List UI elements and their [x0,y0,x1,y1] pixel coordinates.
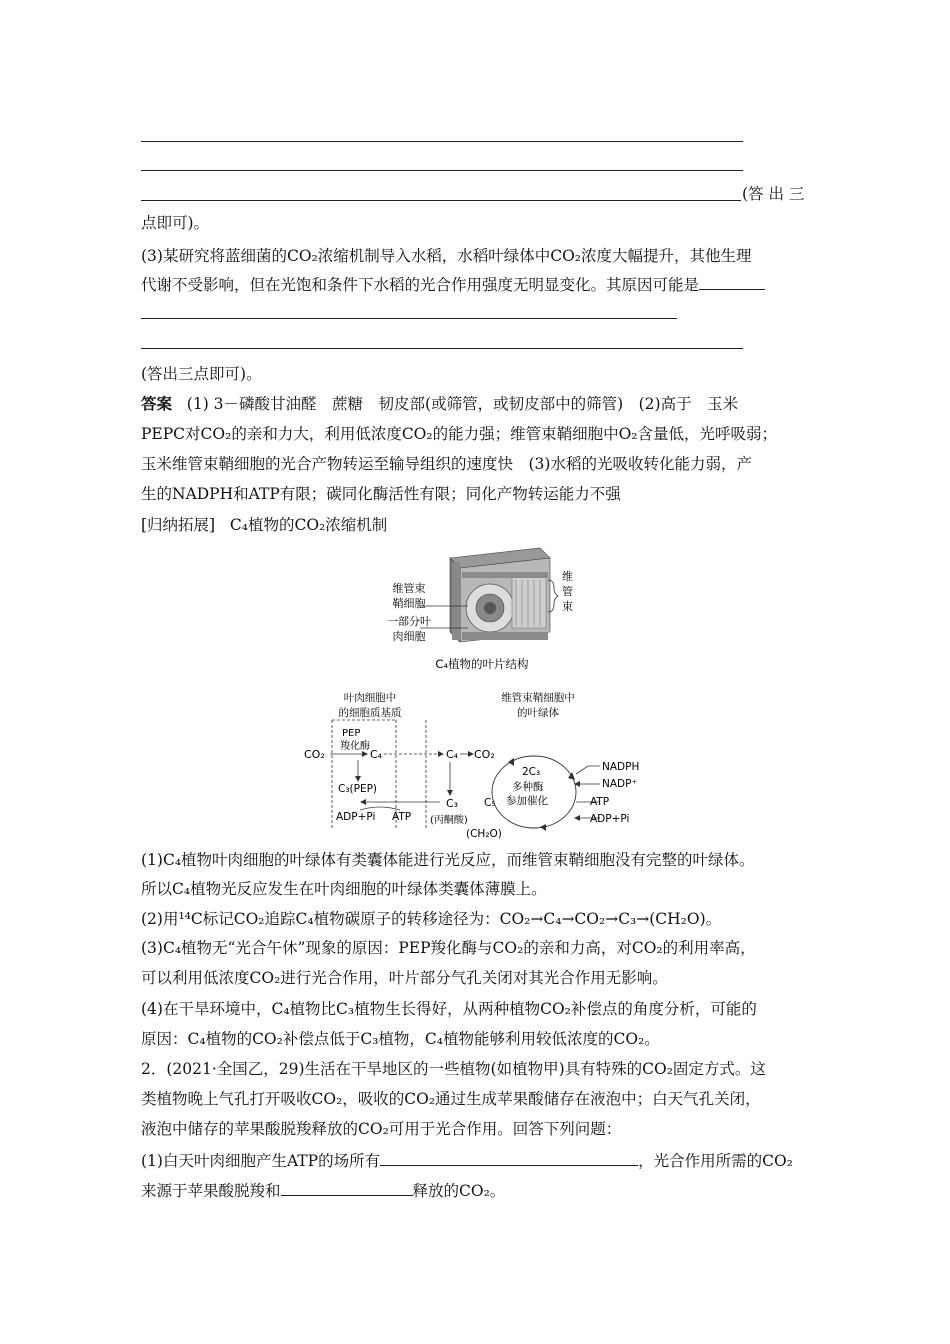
answer-hint: (答出三点即可)。 [141,365,262,383]
answer-blank[interactable] [699,273,765,290]
leaf-caption: C₄植物的叶片结构 [435,657,529,671]
question-text-part: 来源于苹果酸脱羧和 [141,1182,281,1200]
c4-figure [300,540,650,840]
answer-blank-line[interactable] [141,348,743,349]
label-sheath-cell-2: 鞘细胞 [392,597,426,610]
label-vascular-bundle-3: 束 [562,600,573,613]
point-text: (1)C₄植物叶肉细胞的叶绿体有类囊体能进行光反应，而维管束鞘细胞没有完整的叶绿体。 [141,851,755,869]
summary-heading [141,513,387,537]
answer-line: 玉米维管束鞘细胞的光合产物转运至输导组织的速度快 (3)水稻的光吸收转化能力弱，产 [141,455,752,473]
point-text: 所以C₄植物光反应发生在叶肉细胞的叶绿体类囊体薄膜上。 [141,880,547,898]
summary-tag: [归纳拓展] [141,516,216,534]
pep-label: PEP [342,728,361,739]
label-sheath-cell-1: 维管束 [392,582,426,595]
mesophyll-header-2: 的细胞质基质 [338,707,402,719]
answer-line [141,392,738,416]
c4-diagram [300,540,650,840]
c3-pep: C₃(PEP) [338,783,378,795]
question-text [141,273,765,297]
question-text-part: 代谢不受影响，但在光饱和条件下水稻的光合作用强度无明显变化。其原因可能是 [141,276,700,294]
label-mesophyll-2: 肉细胞 [392,630,426,643]
question-text: 类植物晚上气孔打开吸收CO₂，吸收的CO₂通过生成苹果酸储存在液泡中；白天气孔关闭， [141,1090,761,1108]
c4-mesophyll: C₄ [370,748,383,761]
question-text [141,1179,505,1203]
question-text-part: (1)白天叶肉细胞产生ATP的场所有 [141,1152,381,1170]
answer-line: 生的NADPH和ATP有限；碳同化酶活性有限；同化产物转运能力不强 [141,485,621,503]
answer-blank-line[interactable] [141,318,677,319]
point-text: 可以利用低浓度CO₂进行光合作用，叶片部分气孔关闭对其光合作用无影响。 [141,969,668,987]
answer-line: PEPC对CO₂的亲和力大，利用低浓度CO₂的能力强；维管束鞘细胞中O₂含量低，光呼吸弱； [141,425,778,443]
summary-title: C₄植物的CO₂浓缩机制 [229,516,388,534]
pyruvate-label: (丙酮酸) [430,815,468,826]
answer-text: (1) 3－磷酸甘油醛 蔗糖 韧皮部(或筛管，或韧皮部中的筛管) (2)高于 玉米 [186,395,739,413]
adp-pi-sheath: ADP+Pi [590,813,630,825]
point-text: 原因：C₄植物的CO₂补偿点低于C₃植物，C₄植物能够利用较低浓度的CO₂。 [141,1030,660,1048]
answer-hint: 点即可)。 [141,214,210,232]
answer-label: 答案 [141,394,173,413]
atp-mesophyll: ATP [392,811,412,823]
question-text: 2．(2021·全国乙，29)生活在干旱地区的一些植物(如植物甲)具有特殊的CO₂固定方式。这 [141,1060,766,1078]
label-vascular-bundle-2: 管 [562,585,573,598]
sheath-header-2: 的叶绿体 [517,707,559,719]
c5-label: C₅ [484,797,496,809]
answer-blank[interactable] [380,1149,638,1166]
point-text: (4)在干旱环境中，C₄植物比C₃植物生长得好，从两种植物CO₂补偿点的角度分析，可能的 [141,1000,757,1018]
label-vascular-bundle-1: 维 [562,570,573,583]
answer-blank-line[interactable] [141,141,743,142]
catalysis-label: 参加催化 [506,795,548,807]
mesophyll-header-1: 叶肉细胞中 [343,692,397,704]
answer-blank-line[interactable] [141,200,741,201]
leaf-structure-illustration [420,548,558,642]
enzyme-label: 羧化酶 [340,741,370,752]
2c3-label: 2C₃ [522,766,541,778]
multi-enzyme-label: 多种酶 [512,781,544,793]
answer-blank-line[interactable] [141,170,743,171]
point-text: (3)C₄植物无“光合午休”现象的原因：PEP羧化酶与CO₂的亲和力高，对CO₂的利用率高， [141,939,756,957]
co2-released: CO₂ [474,748,495,761]
question-text: (3)某研究将蓝细菌的CO₂浓缩机制导入水稻，水稻叶绿体中CO₂浓度大幅提升，其他生理 [141,247,752,265]
label-mesophyll-1: 一部分叶 [387,615,431,628]
question-text-part: ，光合作用所需的CO₂ [638,1152,793,1170]
ch2o-label: (CH₂O) [466,828,502,840]
c3-pyruvate: C₃ [446,797,459,810]
point-text: (2)用¹⁴C标记CO₂追踪C₄植物碳原子的转移途径为：CO₂→C₄→CO₂→C₃→(CH₂O)。 [141,910,722,928]
answer-blank[interactable] [281,1179,413,1196]
sheath-header-1: 维管束鞘细胞中 [501,692,575,704]
co2-input: CO₂ [304,748,325,761]
question-text [141,1149,793,1173]
nadp-label: NADP⁺ [602,778,637,790]
answer-hint: (答 出 三 [742,185,805,203]
adp-pi-mesophyll: ADP+Pi [336,811,376,823]
c4-sheath: C₄ [446,748,459,761]
nadph-label: NADPH [602,761,640,773]
question-text-part: 释放的CO₂。 [412,1182,506,1200]
question-text: 液泡中储存的苹果酸脱羧释放的CO₂可用于光合作用。回答下列问题： [141,1120,622,1138]
atp-sheath: ATP [590,796,610,808]
